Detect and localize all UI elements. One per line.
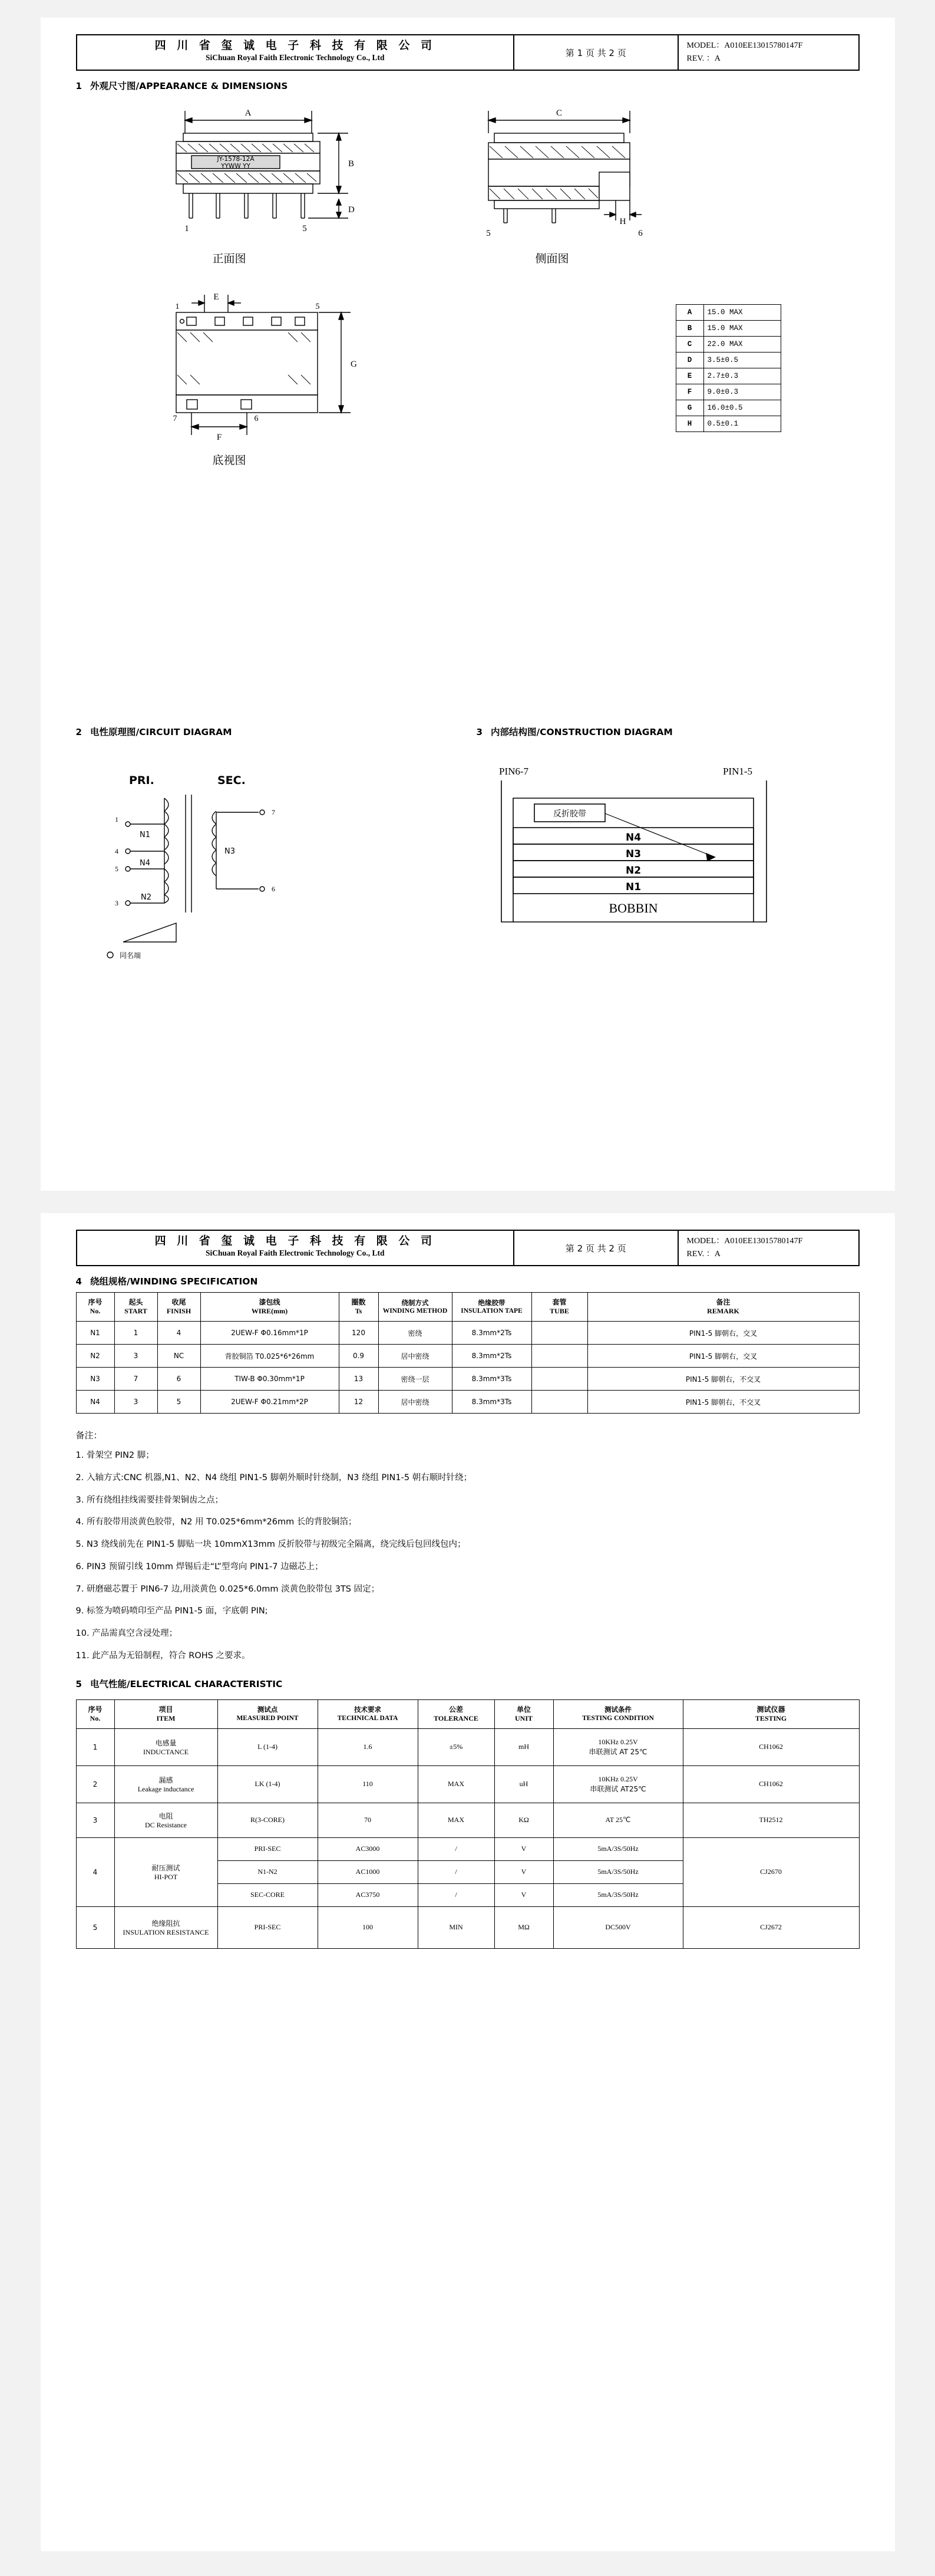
ec-item-cn: 漏感 [158, 1775, 173, 1784]
ec-cell-inst: CH1062 [683, 1765, 859, 1803]
ec-col-no [76, 1699, 114, 1728]
ec-cell-inst: CJ2670 [683, 1837, 859, 1906]
col-tape-cn: 绝缘胶带 [478, 1298, 506, 1307]
ec-cell-cond: AT 25℃ [553, 1803, 683, 1837]
construction-pin-right: PIN1-5 [722, 766, 752, 777]
dim-label-E: E [213, 292, 219, 302]
table-row [76, 1322, 859, 1345]
ec-col-point-cn: 测试点 [257, 1705, 278, 1714]
page-2 [41, 1213, 895, 2551]
cell-no: N4 [76, 1391, 114, 1414]
table-header-row [76, 1699, 859, 1728]
table-row [676, 337, 781, 353]
note-item: 1. 骨架空 PIN2 脚； [75, 1451, 154, 1460]
section-3-text: 内部结构图/CONSTRUCTION DIAGRAM [490, 727, 673, 737]
circuit-pin-6: 6 [271, 885, 275, 893]
cell-no: N1 [76, 1322, 114, 1345]
construction-tape-label: 反折胶带 [553, 809, 586, 819]
company-block-2 [77, 1231, 515, 1265]
ec-cell-inst: CH1062 [683, 1728, 859, 1765]
cell-finish: 5 [157, 1391, 200, 1414]
model-block [679, 35, 858, 70]
section-5-number: 5 [75, 1678, 82, 1689]
ec-item-cn: 电阻 [158, 1811, 173, 1820]
company-name-cn: 四 川 省 玺 诚 电 子 科 技 有 限 公 司 [154, 39, 435, 52]
cell-remark: PIN1-5 脚朝右，交叉 [587, 1345, 859, 1368]
part-label-line2: YYWW YY [220, 163, 250, 170]
company-name-en: SiChuan Royal Faith Electronic Technology Co., Ltd [206, 53, 385, 62]
dim-value: 15.0 MAX [703, 321, 781, 337]
table-row [76, 1345, 859, 1368]
model-label: MODEL：A010EE13015780147F [686, 41, 803, 51]
construction-layer-N2: N2 [625, 865, 641, 877]
col-tube [531, 1293, 587, 1322]
bottom-pin-6: 6 [254, 414, 258, 423]
ec-item-en: HI-POT [154, 1872, 178, 1881]
company-block [77, 35, 515, 70]
drawing-area [76, 92, 860, 717]
ec-cell-cond: DC500V [553, 1906, 683, 1948]
ec-cell-no: 1 [76, 1728, 114, 1765]
section-1-number: 1 [75, 81, 82, 91]
side-view-caption: 侧面图 [535, 252, 569, 265]
col-tape-en: INSULATION TAPE [461, 1307, 523, 1315]
construction-layer-N4: N4 [625, 832, 641, 844]
ec-col-cond [553, 1699, 683, 1728]
company-name-cn-2: 四 川 省 玺 诚 电 子 科 技 有 限 公 司 [154, 1234, 435, 1247]
col-method [378, 1293, 452, 1322]
cell-finish: NC [157, 1345, 200, 1368]
note-item: 7. 研磨磁芯置于 PIN6-7 边,用淡黄色 0.025*6.0mm 淡黄色胶带包 3TS 固定； [75, 1584, 380, 1594]
ec-cell-cond: 5mA/3S/50Hz [553, 1837, 683, 1860]
cell-tape: 8.3mm*3Ts [452, 1391, 531, 1414]
ec-col-no-en: No. [90, 1714, 101, 1722]
cell-wire: 背胶铜箔 T0.025*6*26mm [200, 1345, 339, 1368]
bottom-view-drawing [141, 286, 394, 534]
cell-wire: 2UEW-F Φ0.16mm*1P [200, 1322, 339, 1345]
ec-cell-cond [553, 1728, 683, 1765]
col-finish-en: FINISH [166, 1307, 191, 1315]
company-name-en-2: SiChuan Royal Faith Electronic Technology Co., Ltd [206, 1249, 385, 1257]
ec-col-tol-cn: 公差 [448, 1705, 463, 1714]
construction-layer-N1: N1 [625, 881, 641, 893]
dim-label-A: A [245, 108, 251, 118]
col-no-cn: 序号 [88, 1298, 103, 1306]
ec-cell-item [114, 1837, 217, 1906]
ec-item-en: INSULATION RESISTANCE [123, 1928, 209, 1936]
table-header-row [76, 1293, 859, 1322]
construction-pin-left: PIN6-7 [498, 766, 528, 777]
dim-label-C: C [556, 108, 562, 118]
table-row [76, 1391, 859, 1414]
ec-cell-data: AC3000 [318, 1837, 418, 1860]
ec-cell-data: 1.6 [318, 1728, 418, 1765]
cell-turns: 12 [339, 1391, 378, 1414]
cell-method: 居中密绕 [378, 1345, 452, 1368]
ec-cell-point: N1-N2 [217, 1860, 318, 1883]
pin-number-1: 1 [184, 224, 189, 233]
cell-wire: TIW-B Φ0.30mm*1P [200, 1368, 339, 1391]
part-label-line1: JY-1578-12A [216, 156, 255, 163]
ec-cell-unit: MΩ [494, 1906, 553, 1948]
cell-remark: PIN1-5 脚朝右，不交叉 [587, 1368, 859, 1391]
ec-cell-item [114, 1728, 217, 1765]
cell-remark: PIN1-5 脚朝右，不交叉 [587, 1391, 859, 1414]
section-1-text: 外观尺寸图/APPEARANCE & DIMENSIONS [90, 81, 288, 91]
table-row [76, 1765, 859, 1803]
col-start-en: START [124, 1307, 147, 1315]
dim-value: 15.0 MAX [703, 305, 781, 321]
table-row [676, 384, 781, 400]
circuit-dot-note: 同名端 [119, 951, 141, 960]
table-row [76, 1368, 859, 1391]
cell-start: 1 [114, 1322, 157, 1345]
col-method-cn: 绕制方式 [401, 1298, 429, 1307]
cell-tube [531, 1322, 587, 1345]
dim-key: D [676, 353, 703, 368]
ec-cond-2: 串联测试 AT 25℃ [589, 1747, 647, 1756]
ec-cell-tol: MAX [418, 1765, 494, 1803]
ec-cell-point: R(3-CORE) [217, 1803, 318, 1837]
col-tube-en: TUBE [550, 1307, 569, 1315]
dim-key: B [676, 321, 703, 337]
bottom-pin-1: 1 [175, 302, 179, 311]
ec-col-unit [494, 1699, 553, 1728]
ec-cell-unit: uH [494, 1765, 553, 1803]
dim-value: 9.0±0.3 [703, 384, 781, 400]
ec-cell-item [114, 1765, 217, 1803]
cell-tape: 8.3mm*2Ts [452, 1322, 531, 1345]
circuit-sec-label: SEC. [217, 774, 246, 787]
section-3-title [477, 725, 854, 738]
ec-col-tol [418, 1699, 494, 1728]
notes-title: 备注： [75, 1430, 103, 1441]
note-item: 11. 此产品为无铅制程，符合 ROHS 之要求。 [75, 1651, 250, 1661]
col-no-en: No. [90, 1307, 101, 1315]
ec-cell-cond: 5mA/3S/50Hz [553, 1860, 683, 1883]
ec-cell-inst: TH2512 [683, 1803, 859, 1837]
dim-key: E [676, 368, 703, 384]
dim-label-F: F [216, 433, 222, 442]
cell-method: 密绕 [378, 1322, 452, 1345]
ec-col-item-en: ITEM [156, 1714, 176, 1722]
winding-specification-table [76, 1292, 860, 1414]
note-item: 9. 标签为喷码喷印至产品 PIN1-5 面，字底朝 PIN; [75, 1606, 268, 1616]
ec-cell-no: 4 [76, 1837, 114, 1906]
notes-block [76, 1429, 860, 1663]
ec-cell-unit: KΩ [494, 1803, 553, 1837]
cell-tube [531, 1345, 587, 1368]
front-view-caption: 正面图 [212, 252, 246, 265]
ec-cell-no: 2 [76, 1765, 114, 1803]
dim-value: 22.0 MAX [703, 337, 781, 353]
ec-cell-tol: MAX [418, 1803, 494, 1837]
page-indicator-2: 第 2 页 共 2 页 [514, 1231, 678, 1265]
section-2-text: 电性原理图/CIRCUIT DIAGRAM [90, 727, 232, 737]
dim-label-B: B [348, 159, 354, 169]
ec-cell-data: 110 [318, 1765, 418, 1803]
table-row [676, 353, 781, 368]
cell-tube [531, 1368, 587, 1391]
ec-cell-cond [553, 1765, 683, 1803]
circuit-winding-N1: N1 [139, 831, 150, 839]
ec-cell-point: L (1-4) [217, 1728, 318, 1765]
section-4-title [76, 1274, 860, 1287]
ec-cell-point: LK (1-4) [217, 1765, 318, 1803]
ec-cell-unit: V [494, 1837, 553, 1860]
ec-cond-1: 10KHz 0.25V [598, 1774, 638, 1783]
dim-key: C [676, 337, 703, 353]
ec-cell-point: PRI-SEC [217, 1837, 318, 1860]
ec-cell-item [114, 1803, 217, 1837]
col-finish-cn: 收尾 [171, 1298, 186, 1306]
ec-cell-unit: V [494, 1883, 553, 1906]
dim-value: 2.7±0.3 [703, 368, 781, 384]
ec-cond-2: 串联测试 AT25℃ [590, 1784, 646, 1793]
cell-remark: PIN1-5 脚朝右，交叉 [587, 1322, 859, 1345]
section-2-number: 2 [75, 727, 82, 737]
ec-item-cn: 绝缘阻抗 [151, 1919, 180, 1928]
table-row [76, 1803, 859, 1837]
cell-turns: 13 [339, 1368, 378, 1391]
ec-item-cn: 耐压测试 [151, 1863, 180, 1872]
dimension-table [676, 304, 781, 432]
bottom-view-caption: 底视图 [212, 454, 246, 467]
note-item: 5. N3 绕线前先在 PIN1-5 脚贴一块 10mmX13mm 反折胶带与初级完全隔离，绕完线后包回线包内； [75, 1540, 466, 1549]
ec-col-unit-cn: 单位 [516, 1705, 531, 1714]
col-tube-cn: 套管 [552, 1298, 567, 1306]
ec-cell-tol: / [418, 1883, 494, 1906]
dim-key: H [676, 416, 703, 432]
ec-cell-tol: ±5% [418, 1728, 494, 1765]
col-wire-en: WIRE(mm) [251, 1307, 288, 1315]
dim-label-H: H [619, 217, 626, 226]
rev-label-2: REV. ：A [686, 1250, 721, 1259]
ec-cell-data: 100 [318, 1906, 418, 1948]
ec-col-no-cn: 序号 [88, 1705, 103, 1714]
bottom-pin-7: 7 [173, 414, 177, 423]
table-row [76, 1837, 859, 1860]
ec-col-data-en: TECHNICAL DATA [337, 1714, 398, 1722]
circuit-pin-4: 4 [114, 847, 118, 855]
cell-finish: 4 [157, 1322, 200, 1345]
dim-value: 3.5±0.5 [703, 353, 781, 368]
cell-tape: 8.3mm*3Ts [452, 1368, 531, 1391]
ec-item-en: INDUCTANCE [143, 1747, 189, 1756]
construction-layer-N3: N3 [625, 848, 641, 860]
model-block-2 [679, 1231, 858, 1265]
cell-method: 居中密绕 [378, 1391, 452, 1414]
section-1-title [76, 79, 860, 92]
col-start [114, 1293, 157, 1322]
ec-col-inst [683, 1699, 859, 1728]
dim-value: 0.5±0.1 [703, 416, 781, 432]
col-turns-cn: 圈数 [351, 1298, 366, 1306]
col-finish [157, 1293, 200, 1322]
ec-cell-data: AC3750 [318, 1883, 418, 1906]
cell-method: 密绕一层 [378, 1368, 452, 1391]
note-item: 4. 所有胶带用淡黄色胶带，N2 用 T0.025*6mm*26mm 长的背胶铜箔； [75, 1517, 357, 1527]
construction-bobbin-label: BOBBIN [608, 901, 658, 915]
table-row [676, 416, 781, 432]
ec-item-en: Leakage inductance [137, 1784, 194, 1793]
section-4-number: 4 [75, 1276, 82, 1287]
document-header-2 [76, 1230, 860, 1266]
ec-col-data-cn: 技术要求 [354, 1705, 381, 1714]
col-tape [452, 1293, 531, 1322]
col-no [76, 1293, 114, 1322]
cell-start: 3 [114, 1391, 157, 1414]
circuit-pin-5: 5 [114, 865, 118, 873]
cell-start: 3 [114, 1345, 157, 1368]
ec-col-inst-en: TESTING [755, 1714, 787, 1722]
bottom-pin-5: 5 [315, 302, 319, 311]
ec-col-item [114, 1699, 217, 1728]
circuit-pri-label: PRI. [128, 774, 154, 787]
ec-cell-unit: mH [494, 1728, 553, 1765]
ec-col-item-cn: 项目 [158, 1705, 173, 1714]
page-indicator: 第 1 页 共 2 页 [514, 35, 678, 70]
ec-cond-1: 10KHz 0.25V [598, 1737, 638, 1746]
table-row [676, 400, 781, 416]
electrical-characteristic-table [76, 1699, 860, 1949]
document-header [76, 34, 860, 71]
side-view-drawing [453, 103, 706, 338]
ec-col-cond-cn: 测试条件 [604, 1705, 632, 1714]
cell-start: 7 [114, 1368, 157, 1391]
ec-cell-unit: V [494, 1860, 553, 1883]
ec-cell-point: SEC-CORE [217, 1883, 318, 1906]
table-row [676, 368, 781, 384]
ec-cell-data: 70 [318, 1803, 418, 1837]
rev-label: REV. ：A [686, 54, 721, 63]
note-item: 10. 产品需真空含浸处理； [75, 1629, 178, 1638]
ec-cell-no: 5 [76, 1906, 114, 1948]
circuit-pin-1: 1 [114, 815, 118, 823]
section-2-title [76, 725, 453, 738]
model-label-2: MODEL：A010EE13015780147F [686, 1237, 803, 1246]
ec-item-en: DC Resistance [145, 1820, 187, 1829]
construction-diagram [477, 747, 842, 989]
col-remark-en: REMARK [707, 1307, 739, 1315]
cell-wire: 2UEW-F Φ0.21mm*2P [200, 1391, 339, 1414]
section-3-number: 3 [476, 727, 483, 737]
ec-col-tol-en: TOLERANCE [434, 1714, 478, 1722]
cell-turns: 120 [339, 1322, 378, 1345]
col-turns-en: Ts [355, 1307, 362, 1315]
circuit-winding-N3: N3 [224, 847, 235, 856]
circuit-diagram [76, 747, 441, 989]
ec-col-inst-cn: 测试仪器 [756, 1705, 785, 1714]
ec-cell-data: AC1000 [318, 1860, 418, 1883]
dim-label-D: D [348, 205, 355, 215]
ec-cell-cond: 5mA/3S/50Hz [553, 1883, 683, 1906]
ec-cell-tol: MIN [418, 1906, 494, 1948]
ec-col-point-en: MEASURED POINT [236, 1714, 299, 1722]
cell-tube [531, 1391, 587, 1414]
col-remark [587, 1293, 859, 1322]
cell-finish: 6 [157, 1368, 200, 1391]
ec-cell-item [114, 1906, 217, 1948]
section-5-text: 电气性能/ELECTRICAL CHARACTERISTIC [90, 1678, 283, 1689]
side-pin-6: 6 [637, 229, 643, 238]
cell-turns: 0.9 [339, 1345, 378, 1368]
page-1 [41, 18, 895, 1191]
section-5-title [76, 1677, 860, 1690]
table-row [76, 1906, 859, 1948]
col-remark-cn: 备注 [716, 1298, 731, 1306]
pin-number-5: 5 [302, 224, 307, 233]
ec-item-cn: 电感量 [155, 1738, 177, 1747]
circuit-winding-N4: N4 [139, 859, 150, 868]
note-item: 2. 入轴方式:CNC 机器,N1、N2、N4 绕组 PIN1-5 脚朝外顺时针绕制，N3 绕组 PIN1-5 朝右顺时针绕； [75, 1473, 473, 1483]
side-pin-5: 5 [485, 229, 491, 238]
section-4-text: 绕组规格/WINDING SPECIFICATION [90, 1276, 258, 1287]
dim-key: A [676, 305, 703, 321]
note-item: 3. 所有绕组挂线需要挂骨架铜齿之点； [75, 1495, 223, 1505]
ec-cell-tol: / [418, 1860, 494, 1883]
ec-cell-point: PRI-SEC [217, 1906, 318, 1948]
table-row [676, 305, 781, 321]
table-row [76, 1728, 859, 1765]
dim-key: F [676, 384, 703, 400]
table-row [676, 321, 781, 337]
ec-col-data [318, 1699, 418, 1728]
dim-label-G: G [350, 360, 357, 369]
ec-cell-tol: / [418, 1837, 494, 1860]
col-wire [200, 1293, 339, 1322]
ec-cell-no: 3 [76, 1803, 114, 1837]
cell-tape: 8.3mm*2Ts [452, 1345, 531, 1368]
col-method-en: WINDING METHOD [382, 1307, 448, 1315]
circuit-pin-7: 7 [271, 808, 275, 816]
cell-no: N3 [76, 1368, 114, 1391]
col-turns [339, 1293, 378, 1322]
ec-col-unit-en: UNIT [514, 1714, 533, 1722]
cell-no: N2 [76, 1345, 114, 1368]
note-item: 6. PIN3 预留引线 10mm 焊锡后走“L”型弯向 PIN1-7 边磁芯上； [75, 1562, 323, 1572]
ec-col-cond-en: TESTING CONDITION [582, 1714, 654, 1722]
dim-value: 16.0±0.5 [703, 400, 781, 416]
col-start-cn: 起头 [128, 1298, 143, 1306]
circuit-pin-3: 3 [114, 899, 118, 907]
ec-cell-inst: CJ2672 [683, 1906, 859, 1948]
ec-col-point [217, 1699, 318, 1728]
col-wire-cn: 漆包线 [259, 1298, 280, 1306]
circuit-winding-N2: N2 [140, 893, 151, 902]
dim-key: G [676, 400, 703, 416]
